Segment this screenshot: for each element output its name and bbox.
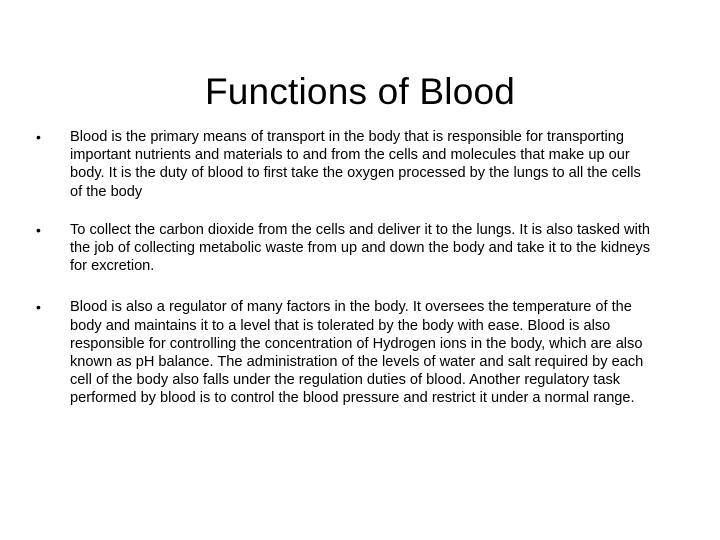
bullet-item-waste-collection bbox=[36, 221, 656, 276]
bullet-text: Blood is also a regulator of many factors in the body. It oversees the temperature of the body and maintains it to a level that is tolerated by the body with ease. Blood is also responsible for controlling the concentration of Hydrogen ions in the body, which are also known as pH balance. The administration of the levels of water and salt required by each cell of the body also falls under the regulation duties of blood. Another regulatory task performed by blood is to control the blood pressure and restrict it under a normal range. bbox=[70, 299, 644, 407]
bullet-icon: • bbox=[36, 221, 41, 238]
slide-title: Functions of Blood bbox=[204, 70, 516, 112]
bullet-item-regulation bbox=[36, 298, 656, 407]
bullet-text: Blood is the primary means of transport in the body that is responsible for transporting important nutrients and materials to and from the cells and molecules that make up our body. It is the duty of blood to first take the oxygen processed by the lungs to all the cells of the body bbox=[70, 129, 641, 200]
bullet-text: To collect the carbon dioxide from the cells and deliver it to the lungs. It is also tasked with the job of collecting metabolic waste from up and down the body and take it to the kidneys for excretion. bbox=[70, 221, 651, 275]
bullet-list bbox=[36, 128, 656, 428]
bullet-icon: • bbox=[36, 129, 41, 145]
bullet-item-transport bbox=[36, 128, 656, 201]
bullet-icon: • bbox=[36, 299, 41, 316]
